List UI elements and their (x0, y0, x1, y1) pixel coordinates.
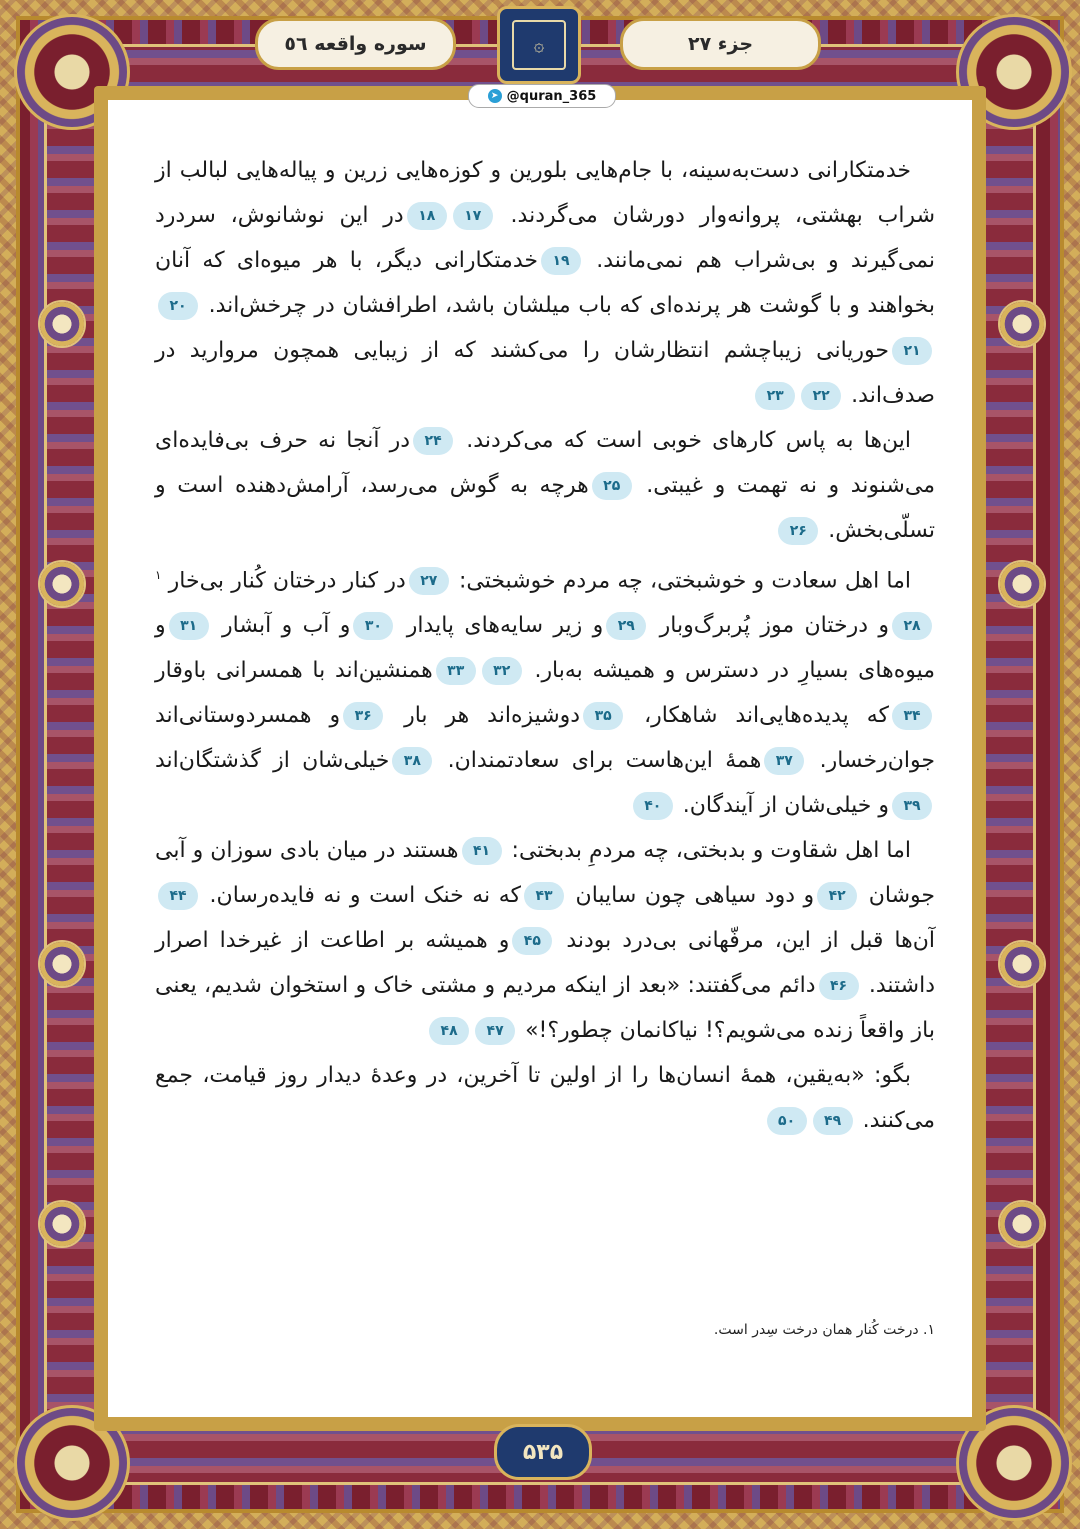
verse-text: حوریانی زیباچشم انتظارشان را می‌کشند که از زیبایی همچون مروارید در صدف‌اند. (155, 338, 935, 408)
verse-text: و خیلی‌شان از آیندگان. (675, 793, 889, 819)
verse-number-badge: ۳۳ (436, 657, 476, 685)
telegram-icon: ➤ (488, 89, 502, 103)
verse-number-badge: ۲۹ (606, 612, 646, 640)
verse-number-badge: ۴۷ (475, 1017, 515, 1045)
verse-number-badge: ۲۵ (592, 472, 632, 500)
verse-number-badge: ۲۶ (778, 517, 818, 545)
paragraph (155, 828, 935, 1053)
page-number: ۵۳۵ (494, 1424, 592, 1480)
side-medallion-icon (38, 300, 86, 348)
verse-text: که نه خنک است و نه فایده‌رسان. (201, 883, 521, 909)
verse-text: هستند در میان بادی سوزان و آبی جوشان (155, 838, 935, 909)
verse-number-badge: ۴۲ (817, 882, 857, 910)
verse-number-badge: ۳۵ (583, 702, 623, 730)
verse-text: دوشیزه‌اند هر بار (386, 703, 581, 729)
side-medallion-icon (998, 560, 1046, 608)
verse-text: اما اهل شقاوت و بدبختی، چه مردمِ بدبختی: (504, 838, 911, 864)
verse-number-badge: ۵۰ (767, 1107, 807, 1135)
verse-text: در کنار درختان کُنار بی‌خار (161, 568, 406, 594)
verse-number-badge: ۱۹ (541, 247, 581, 275)
paragraph (155, 418, 935, 553)
verse-number-badge: ۲۷ (409, 567, 449, 595)
emblem-calligraphy-icon: ۞ (512, 20, 566, 70)
side-medallion-icon (998, 300, 1046, 348)
telegram-handle: @quran_365 (506, 88, 597, 104)
verse-number-badge: ۳۸ (392, 747, 432, 775)
verse-number-badge: ۴۶ (819, 972, 859, 1000)
verse-number-badge: ۲۸ (892, 612, 932, 640)
verse-number-badge: ۲۲ (801, 382, 841, 410)
verse-number-badge: ۴۵ (512, 927, 552, 955)
paragraph (155, 553, 935, 828)
verse-text: خدمتکارانی دست‌به‌سینه، با جام‌هایی بلورین و کوزه‌هایی زرین و پیاله‌هایی لبالب از شراب بهشتی، پروانه‌وار دورشان می‌گردند. (155, 158, 936, 228)
verse-text: هرچه به گوش می‌رسد، آرامش‌دهنده است و تسلّی‌بخش. (155, 473, 935, 543)
telegram-badge[interactable] (468, 84, 616, 108)
verse-text: که پدیده‌هایی‌اند شاهکار، (626, 703, 889, 729)
verse-text: و دود سیاهی چون سایبان (566, 883, 815, 909)
verse-number-badge: ۳۷ (764, 747, 804, 775)
juz-label: جزء ۲۷ (620, 18, 821, 70)
verse-text: در آنجا نه حرف بی‌فایده‌ای می‌شنوند و نه تهمت و غیبتی. (155, 428, 935, 498)
verse-number-badge: ۴۱ (462, 837, 502, 865)
surah-label: سوره واقعه ٥٦ (255, 18, 456, 70)
verse-number-badge: ۴۴ (158, 882, 198, 910)
verse-number-badge: ۳۱ (169, 612, 209, 640)
verse-text: همنشین‌اند با همسرانی باوقار (155, 658, 433, 684)
verse-number-badge: ۲۱ (892, 337, 932, 365)
verse-text: و همیشه بر اطاعت از غیرخدا اصرار داشتند. (155, 928, 936, 999)
translation-text (155, 148, 935, 1143)
paragraph (155, 1053, 935, 1143)
verse-text: و همسردوستانی‌اند جوان‌رخسار. (155, 703, 935, 774)
verse-text: و زیر سایه‌های پایدار (396, 613, 604, 639)
side-medallion-icon (998, 1200, 1046, 1248)
verse-number-badge: ۴۹ (813, 1107, 853, 1135)
verse-text: این‌ها به پاس کارهای خوبی است که می‌کردند. (456, 428, 911, 453)
verse-text: اما اهل سعادت و خوشبختی، چه مردم خوشبختی: (451, 568, 912, 594)
verse-text: و آب و آبشار (211, 613, 351, 639)
verse-number-badge: ۴۸ (429, 1017, 469, 1045)
verse-number-badge: ۱۷ (453, 202, 493, 230)
verse-number-badge: ۱۸ (407, 202, 447, 230)
verse-text: در این نوشانوش، سردرد نمی‌گیرند و بی‌شراب هم نمی‌مانند. (155, 203, 935, 273)
verse-number-badge: ۲۰ (158, 292, 198, 320)
verse-number-badge: ۲۳ (755, 382, 795, 410)
paragraph (155, 148, 935, 418)
side-medallion-icon (998, 940, 1046, 988)
verse-number-badge: ۴۳ (524, 882, 564, 910)
verse-text: همهٔ این‌هاست برای سعادتمندان. (435, 748, 762, 774)
verse-number-badge: ۳۹ (892, 792, 932, 820)
verse-number-badge: ۳۰ (353, 612, 393, 640)
verse-text: و میوه‌های بسیارِ در دسترس و همیشه به‌بار. (155, 613, 936, 684)
verse-text: بگو: «به‌یقین، همهٔ انسان‌ها را از اولین تا آخرین، در وعدهٔ دیدار روز قیامت، جمع می‌کنند. (155, 1063, 935, 1134)
quran-emblem-icon (497, 6, 581, 84)
verse-number-badge: ۴۰ (633, 792, 673, 820)
verse-number-badge: ۳۶ (343, 702, 383, 730)
footnote-ref: ۱ (155, 568, 162, 582)
footnote: ۱. درخت کُنار همان درخت سِدر است. (713, 1322, 935, 1338)
verse-text: دائم می‌گفتند: «بعد از اینکه مردیم و مشتی خاک و استخوان شدیم، یعنی باز واقعاً زنده می‌شویم؟! نیاکانمان چطور؟!» (155, 973, 935, 1044)
verse-number-badge: ۳۲ (482, 657, 522, 685)
verse-text: خیلی‌شان از گذشتگان‌اند (155, 748, 390, 774)
side-medallion-icon (38, 940, 86, 988)
verse-number-badge: ۲۴ (413, 427, 453, 455)
side-medallion-icon (38, 1200, 86, 1248)
verse-text: و درختان موز پُربرگ‌وبار (649, 613, 890, 639)
side-medallion-icon (38, 560, 86, 608)
verse-number-badge: ۳۴ (892, 702, 932, 730)
verse-text: آن‌ها قبل از این، مرفّهانی بی‌درد بودند (555, 928, 935, 954)
verse-text: خدمتکارانی دیگر، با هر میوه‌ای که آنان بخواهند و با گوشت هر پرنده‌ای که باب میلشان باشد، اطرافشان در چرخش‌اند. (155, 248, 935, 318)
